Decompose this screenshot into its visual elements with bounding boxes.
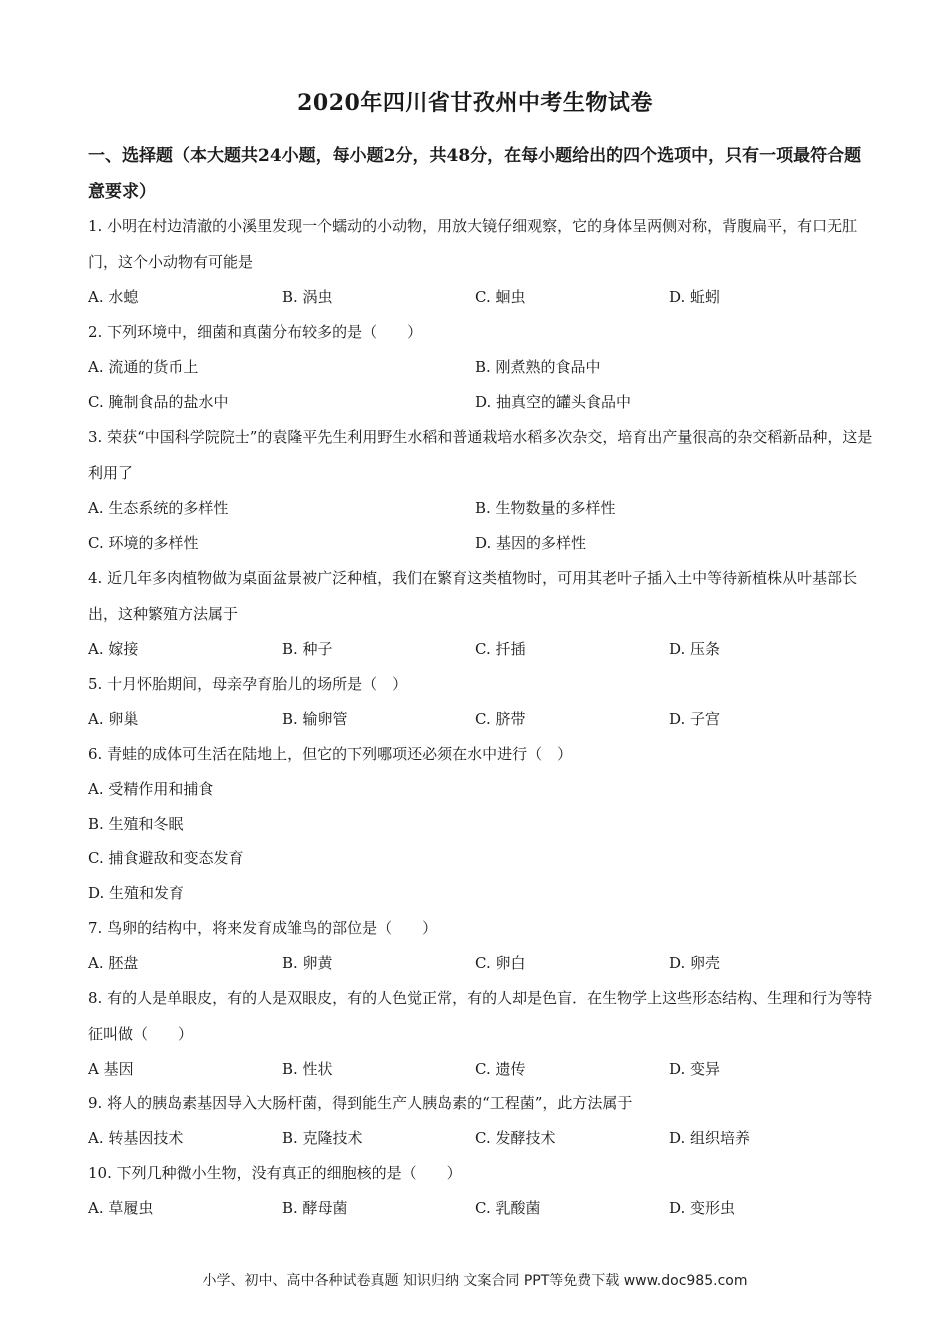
option-a: A. 嫁接 — [88, 640, 139, 658]
option-c: C. 乳酸菌 — [475, 1199, 541, 1217]
option-c: C. 卵白 — [475, 954, 526, 972]
footer-text: 小学、初中、高中各种试卷真题 知识归纳 文案合同 PPT等免费下载 www.doc985.com — [202, 1273, 748, 1289]
option-d: D. 生殖和发育 — [88, 884, 185, 902]
option-b: B. 刚煮熟的食品中 — [475, 358, 601, 376]
option-a: A. 卵巢 — [88, 710, 139, 728]
option-d: D. 组织培养 — [669, 1129, 751, 1147]
option-c: C. 脐带 — [475, 710, 526, 728]
option-c: C. 发酵技术 — [475, 1129, 556, 1147]
section-heading: 一、选择题（本大题共24小题，每小题2分，共48分，在每小题给出的四个选项中，只有一项最符合题意要求） — [88, 146, 862, 202]
option-d: D. 子宫 — [669, 710, 721, 728]
option-c: C. 腌制食品的盐水中 — [88, 393, 229, 411]
option-b: B. 酵母菌 — [282, 1199, 348, 1217]
option-a: A. 水螅 — [88, 288, 139, 306]
option-b: B. 克隆技术 — [282, 1129, 363, 1147]
option-a: A. 草履虫 — [88, 1199, 154, 1217]
option-b: B. 性状 — [282, 1060, 333, 1078]
option-a: A 基因 — [88, 1060, 134, 1078]
option-a: A. 流通的货币上 — [88, 358, 199, 376]
option-d: D. 基因的多样性 — [475, 534, 587, 552]
question-stem: 8. 有的人是单眼皮，有的人是双眼皮，有的人色觉正常，有的人却是色盲．在生物学上这些形态结构、生理和行为等特征叫做（ ） — [88, 989, 873, 1043]
question-stem: 4. 近几年多肉植物做为桌面盆景被广泛种植，我们在繁育这类植物时，可用其老叶子插入土中等待新植株从叶基部长出，这种繁殖方法属于 — [88, 569, 858, 623]
option-d: D. 变异 — [669, 1060, 721, 1078]
option-b: B. 涡虫 — [282, 288, 333, 306]
option-d: D. 抽真空的罐头食品中 — [475, 393, 632, 411]
option-c: C. 环境的多样性 — [88, 534, 199, 552]
question-stem: 6. 青蛙的成体可生活在陆地上，但它的下列哪项还必须在水中进行（ ） — [88, 745, 573, 763]
option-d: D. 变形虫 — [669, 1199, 736, 1217]
option-b: B. 生物数量的多样性 — [475, 499, 616, 517]
question-stem: 10. 下列几种微小生物，没有真正的细胞核的是（ ） — [88, 1164, 462, 1182]
option-c: C. 扦插 — [475, 640, 526, 658]
option-c: C. 蛔虫 — [475, 288, 526, 306]
question-stem: 1. 小明在村边清澈的小溪里发现一个蠕动的小动物，用放大镜仔细观察，它的身体呈两侧对称，背腹扁平，有口无肛门，这个小动物有可能是 — [88, 217, 858, 271]
option-b: B. 生殖和冬眠 — [88, 815, 184, 833]
option-b: B. 种子 — [282, 640, 333, 658]
option-a: A. 受精作用和捕食 — [88, 780, 214, 798]
question-stem: 2. 下列环境中，细菌和真菌分布较多的是（ ） — [88, 323, 423, 341]
option-c: C. 遗传 — [475, 1060, 526, 1078]
question-stem: 5. 十月怀胎期间，母亲孕育胎儿的场所是（ ） — [88, 675, 408, 693]
option-c: C. 捕食避敌和变态发育 — [88, 849, 244, 867]
option-a: A. 胚盘 — [88, 954, 139, 972]
option-d: D. 卵壳 — [669, 954, 721, 972]
option-b: B. 卵黄 — [282, 954, 333, 972]
option-d: D. 蚯蚓 — [669, 288, 721, 306]
option-d: D. 压条 — [669, 640, 721, 658]
option-a: A. 转基因技术 — [88, 1129, 184, 1147]
page-title: 2020年四川省甘孜州中考生物试卷 — [297, 90, 653, 116]
question-stem: 3. 荣获“中国科学院院士”的袁隆平先生利用野生水稻和普通栽培水稻多次杂交，培育出产量很高的杂交稻新品种，这是利用了 — [88, 428, 873, 482]
option-a: A. 生态系统的多样性 — [88, 499, 229, 517]
question-stem: 9. 将人的胰岛素基因导入大肠杆菌，得到能生产人胰岛素的“工程菌”，此方法属于 — [88, 1094, 633, 1112]
question-stem: 7. 鸟卵的结构中，将来发育成雏鸟的部位是（ ） — [88, 919, 438, 937]
option-b: B. 输卵管 — [282, 710, 348, 728]
